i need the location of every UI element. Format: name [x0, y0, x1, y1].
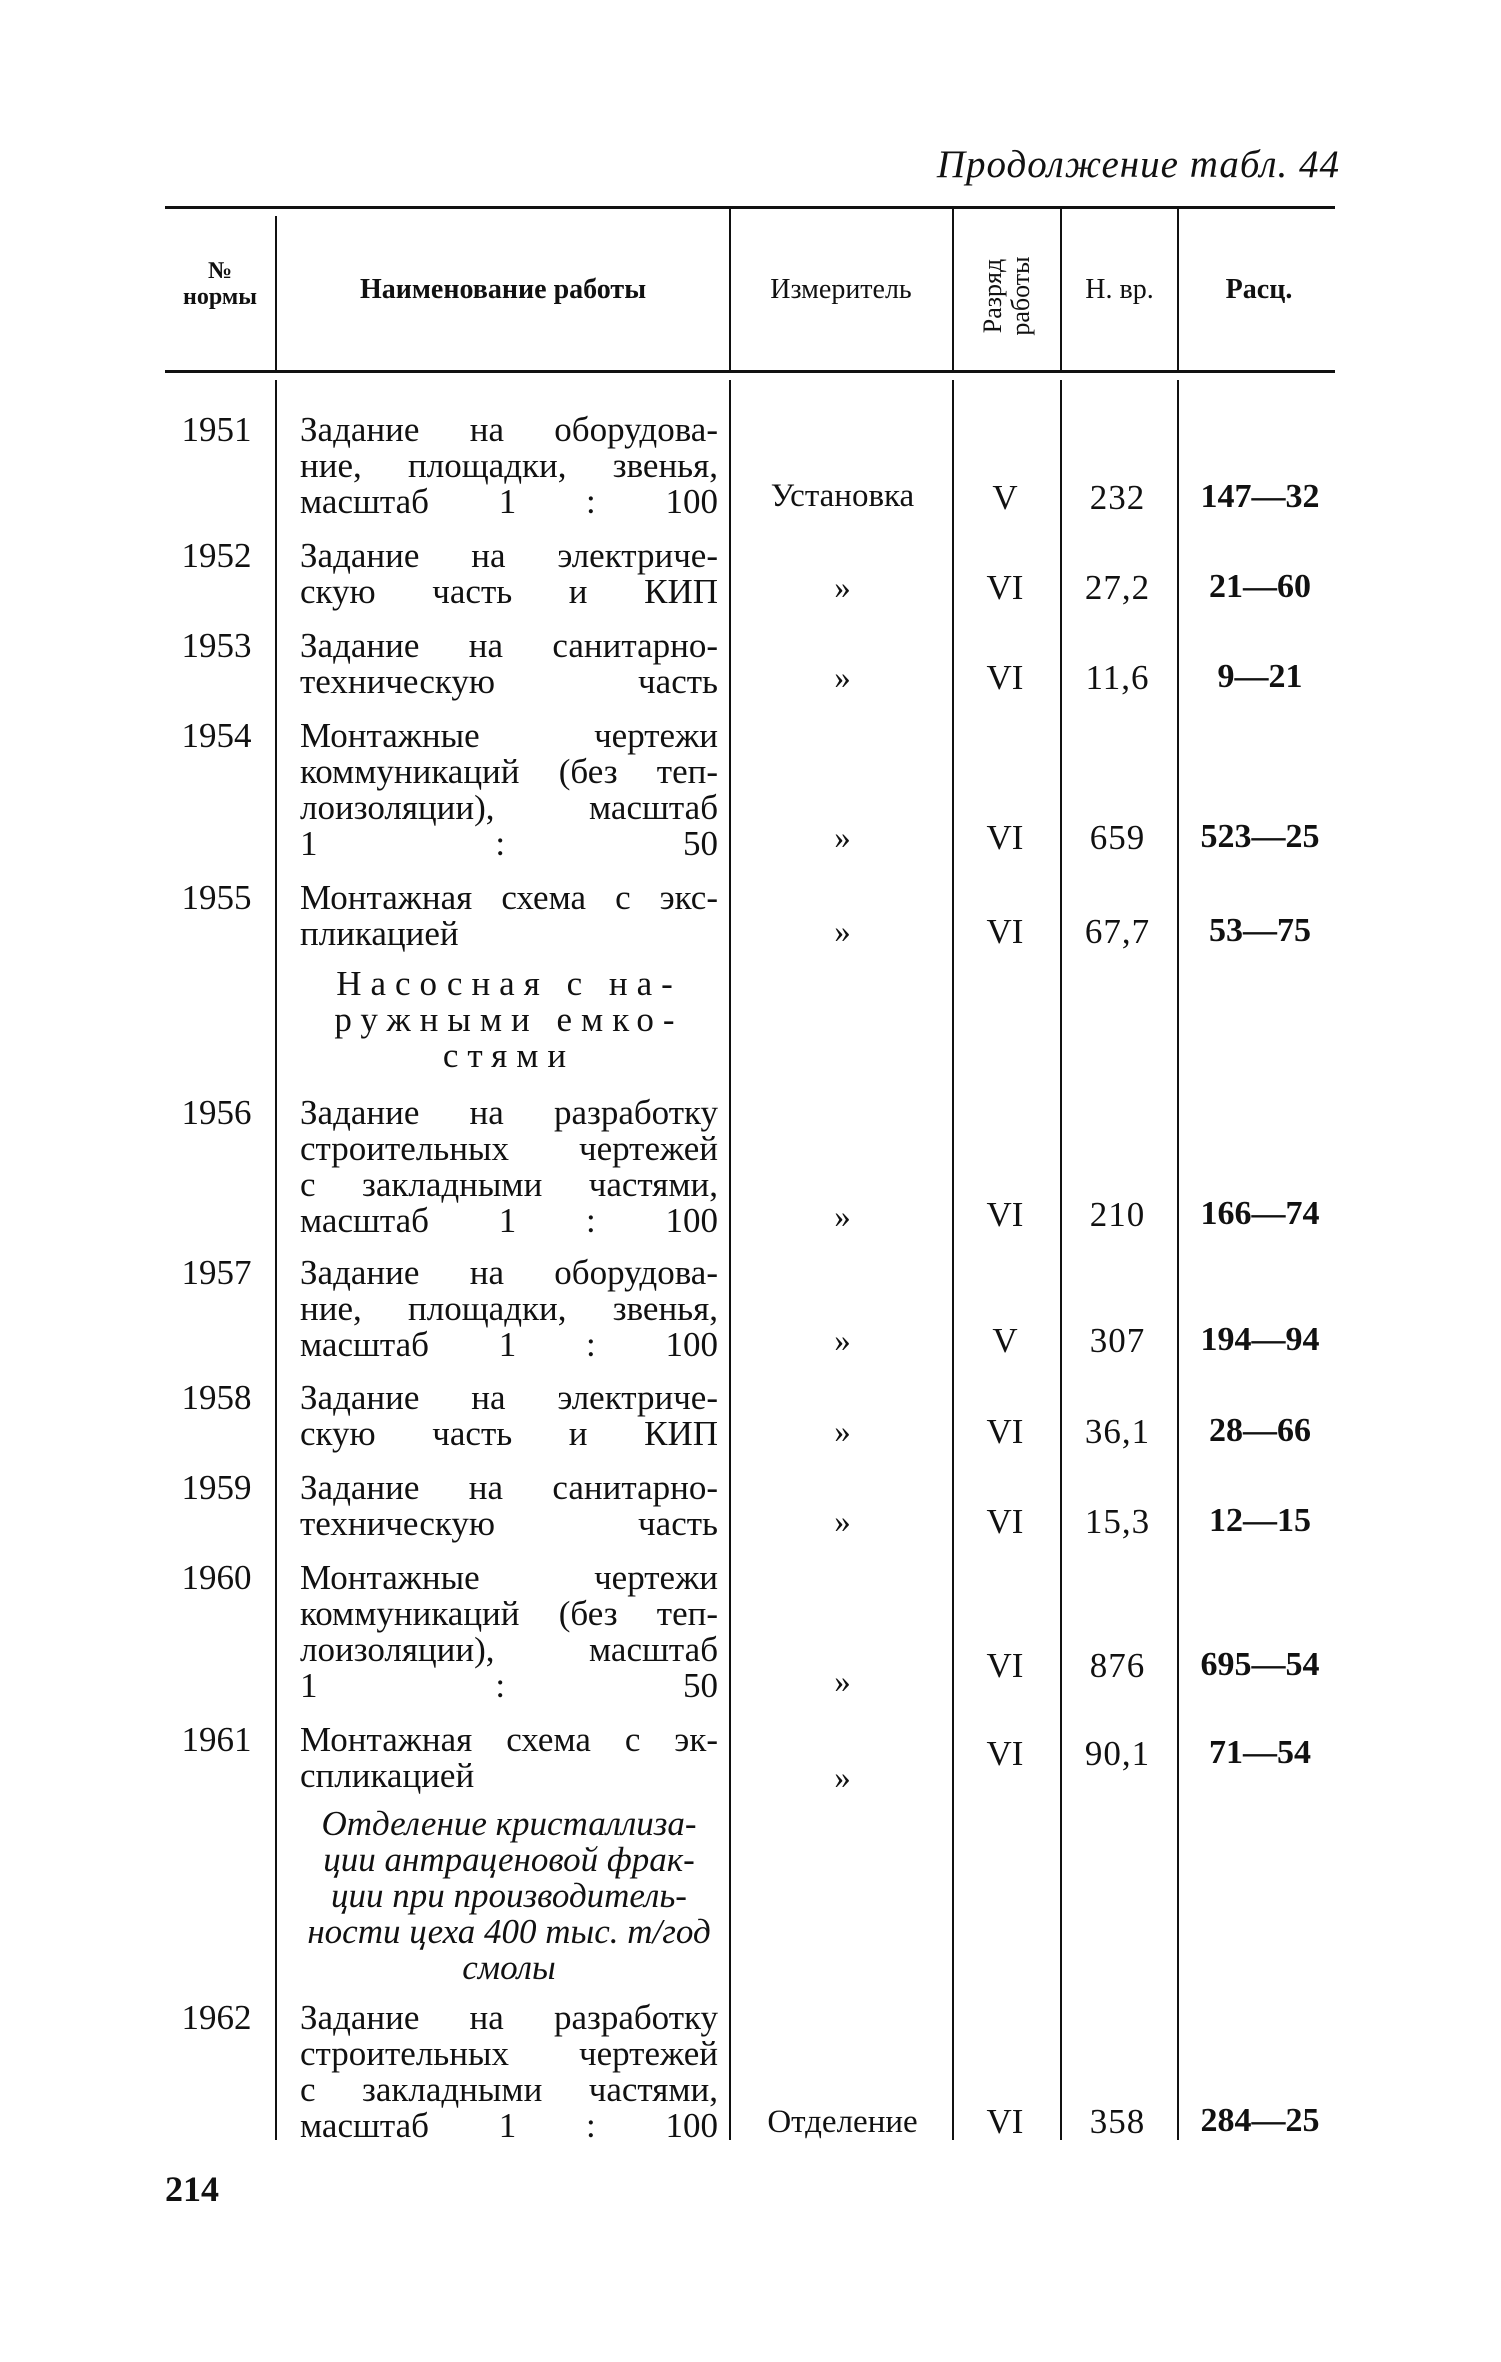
work-name: Задание на электриче- скую часть и КИП	[300, 1378, 718, 1453]
norm-time: 307	[1089, 1321, 1146, 1360]
table-caption: Продолжение табл. 44	[936, 143, 1340, 186]
column-divider	[275, 380, 277, 2140]
measure: »	[834, 1664, 851, 1700]
header-measure: Измеритель	[770, 274, 912, 305]
work-name: Задание на оборудова- ние, площадки, звенья, масштаб 1 : 100	[300, 410, 718, 521]
measure: »	[834, 570, 851, 606]
rank: VI	[986, 1195, 1024, 1234]
norm-number: 1961	[181, 1720, 252, 1759]
header-rank: Разряд работы	[978, 256, 1035, 336]
norm-number: 1962	[181, 1998, 252, 2037]
work-name: Монтажные чертежи коммуникаций (без теп- лоизоляции), масштаб 1 : 50	[300, 716, 718, 863]
work-name: Задание на санитарно- техническую часть	[300, 626, 718, 701]
rate: 166—74	[1200, 1195, 1320, 1232]
norm-number: 1951	[181, 410, 252, 449]
header-work-name: Наименование работы	[359, 274, 647, 305]
norm-time: 232	[1089, 478, 1146, 517]
column-divider	[729, 380, 731, 2140]
rate: 53—75	[1209, 912, 1311, 949]
rate: 71—54	[1209, 1734, 1311, 1771]
measure: »	[834, 1414, 851, 1450]
rate: 147—32	[1200, 478, 1320, 515]
header-divider	[952, 208, 954, 370]
work-name: Монтажная схема с эк- спликацией	[300, 1720, 718, 1795]
norm-time: 36,1	[1084, 1412, 1151, 1451]
rank: VI	[986, 1502, 1024, 1541]
header-bottom-rule	[165, 370, 1335, 373]
rate: 21—60	[1209, 568, 1311, 605]
column-divider	[1177, 380, 1179, 2140]
rank: V	[992, 1321, 1018, 1360]
work-name: Задание на оборудова- ние, площадки, звенья, масштаб 1 : 100	[300, 1253, 718, 1364]
rate: 284—25	[1200, 2102, 1320, 2139]
norm-number: 1952	[181, 536, 252, 575]
rate: 194—94	[1200, 1321, 1320, 1358]
work-name: Задание на разработку строительных чертежей с закладными частями, масштаб 1 : 100	[300, 1093, 718, 1240]
rate: 695—54	[1200, 1646, 1320, 1683]
rank: VI	[986, 1646, 1024, 1685]
norm-time: 15,3	[1084, 1502, 1151, 1541]
measure: »	[834, 820, 851, 856]
rank: VI	[986, 568, 1024, 607]
rate: 523—25	[1200, 818, 1320, 855]
rank: VI	[986, 912, 1024, 951]
norm-number: 1960	[181, 1558, 252, 1597]
norm-number: 1959	[181, 1468, 252, 1507]
header-divider	[275, 216, 277, 370]
rank: V	[992, 478, 1018, 517]
measure: Отделение	[767, 2104, 918, 2140]
norm-number: 1956	[181, 1093, 252, 1132]
header-norm-number: № нормы	[183, 258, 257, 310]
work-name: Задание на электриче- скую часть и КИП	[300, 536, 718, 611]
measure: »	[834, 660, 851, 696]
rank: VI	[986, 1734, 1024, 1773]
norm-time: 358	[1089, 2102, 1146, 2141]
work-name: Монтажная схема с экс- пликацией	[300, 878, 718, 953]
section-heading: Отделение кристаллиза- ции антраценовой фрак- ции при производитель- ности цеха 400 тыс. т/год смолы	[307, 1804, 711, 1987]
norm-time: 67,7	[1084, 912, 1151, 951]
measure: »	[834, 1504, 851, 1540]
norm-time: 876	[1089, 1646, 1146, 1685]
table-top-rule	[165, 206, 1335, 209]
work-name: Задание на разработку строительных чертежей с закладными частями, масштаб 1 : 100	[300, 1998, 718, 2145]
column-divider	[1060, 380, 1062, 2140]
norm-time: 27,2	[1084, 568, 1151, 607]
rate: 9—21	[1217, 658, 1303, 695]
measure: »	[834, 1323, 851, 1359]
measure: »	[834, 914, 851, 950]
norm-time: 11,6	[1085, 658, 1150, 697]
norm-time: 659	[1089, 818, 1146, 857]
work-name: Задание на санитарно- техническую часть	[300, 1468, 718, 1543]
rank: VI	[986, 2102, 1024, 2141]
norm-time: 210	[1089, 1195, 1146, 1234]
section-heading: Насосная с на- ружными емко- стями	[334, 964, 684, 1075]
work-name: Монтажные чертежи коммуникаций (без теп- лоизоляции), масштаб 1 : 50	[300, 1558, 718, 1705]
header-time: Н. вр.	[1085, 274, 1154, 305]
norm-number: 1958	[181, 1378, 252, 1417]
page-number: 214	[165, 2169, 219, 2209]
norm-time: 90,1	[1084, 1734, 1151, 1773]
measure: »	[834, 1760, 851, 1796]
rank: VI	[986, 818, 1024, 857]
rate: 12—15	[1209, 1502, 1311, 1539]
rank: VI	[986, 1412, 1024, 1451]
norm-number: 1955	[181, 878, 252, 917]
norm-number: 1953	[181, 626, 252, 665]
header-rate: Расц.	[1225, 274, 1293, 305]
measure: Установка	[770, 478, 915, 514]
rate: 28—66	[1209, 1412, 1311, 1449]
rank: VI	[986, 658, 1024, 697]
column-divider	[952, 380, 954, 2140]
measure: »	[834, 1199, 851, 1235]
norm-number: 1954	[181, 716, 252, 755]
norm-number: 1957	[181, 1253, 252, 1292]
